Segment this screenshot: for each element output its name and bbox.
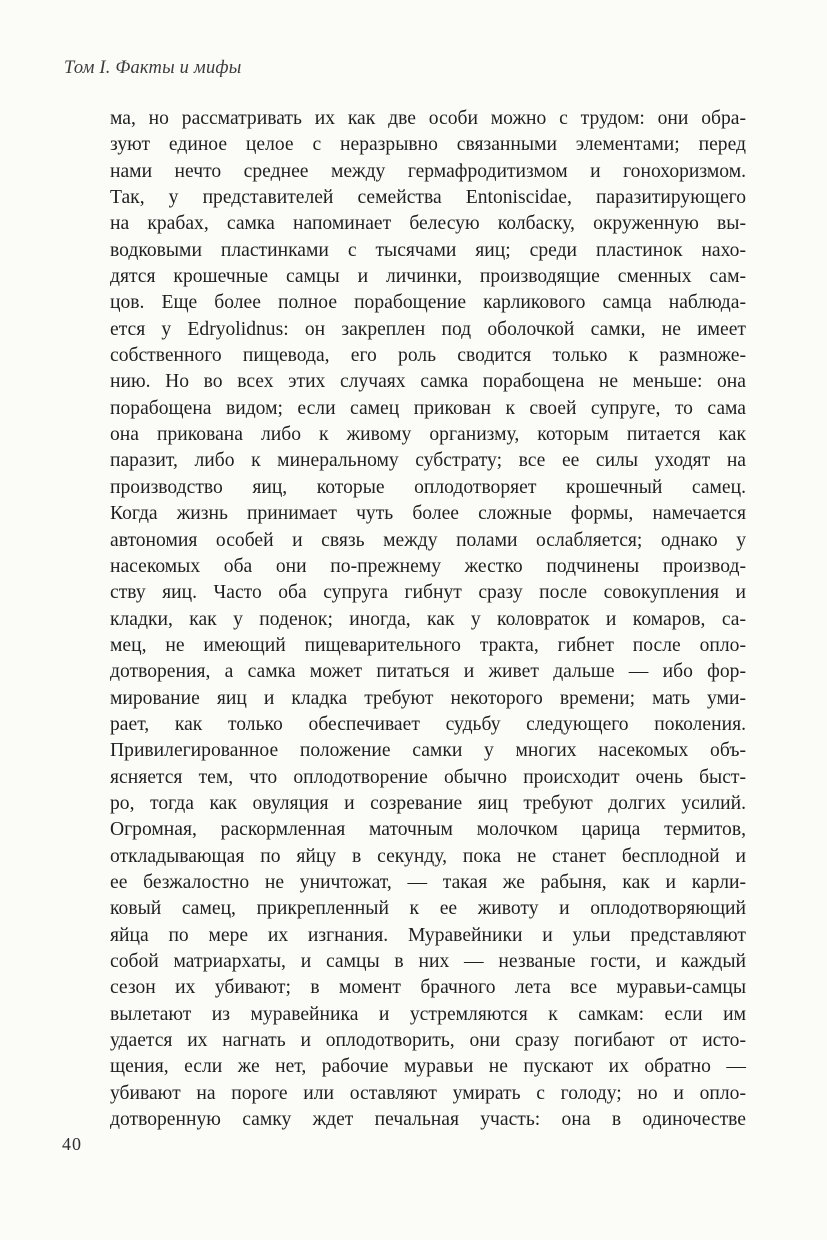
text-line: Огромная, раскормленная маточным молочком царица термитов, bbox=[110, 819, 746, 841]
text-line: щения, если же нет, рабочие муравьи не пускают их обратно — bbox=[110, 1056, 746, 1078]
text-line: на крабах, самка напоминает белесую колбаску, окруженную вы- bbox=[110, 213, 746, 235]
text-line: удается их нагнать и оплодотворить, они сразу погибают от исто- bbox=[110, 1030, 746, 1052]
text-line: автономия особей и связь между полами ослабляется; однако у bbox=[110, 529, 746, 551]
text-line: Когда жизнь принимает чуть более сложные формы, намечается bbox=[110, 503, 746, 525]
text-line: зуют единое целое с неразрывно связанными элементами; перед bbox=[110, 134, 746, 156]
text-line: вылетают из муравейника и устремляются к самкам: если им bbox=[110, 1003, 746, 1025]
text-line: собственного пищевода, его роль сводится только к размноже- bbox=[110, 345, 746, 367]
text-line: рает, как только обеспечивает судьбу следующего поколения. bbox=[110, 713, 746, 735]
text-line: ма, но рассматривать их как две особи можно с трудом: они обра- bbox=[110, 108, 746, 129]
page-number: 40 bbox=[62, 1134, 82, 1154]
text-line: Так, у представителей семейства Entoniscidae, паразитирующего bbox=[110, 187, 746, 209]
text-line: нами нечто среднее между гермафродитизмом и гонохоризмом. bbox=[110, 160, 746, 182]
text-line: цов. Еще более полное порабощение карликового самца наблюда- bbox=[110, 292, 746, 314]
text-line: ется у Edryolidnus: он закреплен под оболочкой самки, не имеет bbox=[110, 318, 746, 340]
text-line: дотворения, а самка может питаться и живет дальше — ибо фор- bbox=[110, 661, 746, 683]
text-line: насекомых оба они по-прежнему жестко подчинены производ- bbox=[110, 555, 746, 577]
text-line: ясняется тем, что оплодотворение обычно происходит очень быст- bbox=[110, 766, 746, 788]
text-line: собой матриархаты, и самцы в них — незваные гости, и каждый bbox=[110, 951, 746, 972]
text-line: мирование яиц и кладка требуют некоторого времени; мать уми- bbox=[110, 687, 746, 709]
text-line: водковыми пластинками с тысячами яиц; среди пластинок нахо- bbox=[110, 239, 746, 261]
text-line: производство яиц, которые оплодотворяет крошечный самец. bbox=[110, 476, 746, 498]
running-header: Том I. Факты и мифы bbox=[64, 58, 242, 78]
text-line: Привилегированное положение самки у многих насекомых объ- bbox=[110, 740, 746, 762]
text-line: убивают на пороге или оставляют умирать с голоду; но и опло- bbox=[110, 1082, 746, 1104]
text-line: нию. Но во всех этих случаях самка порабощена не меньше: она bbox=[110, 371, 746, 393]
text-line: она прикована либо к живому организму, которым питается как bbox=[110, 424, 746, 446]
text-line: ее безжалостно не уничтожат, — такая же рабыня, как и карли- bbox=[110, 871, 746, 893]
text-line: ству яиц. Часто оба супруга гибнут сразу после совокупления и bbox=[110, 582, 746, 604]
text-line: ковый самец, прикрепленный к ее животу и оплодотворяющий bbox=[110, 898, 746, 920]
text-line: дятся крошечные самцы и личинки, производящие сменных сам- bbox=[110, 266, 746, 288]
text-line: порабощена видом; если самец прикован к своей супруге, то сама bbox=[110, 397, 746, 419]
text-line: яйца по мере их изгнания. Муравейники и ульи представляют bbox=[110, 924, 746, 946]
text-line: откладывающая по яйцу в секунду, пока не станет бесплодной и bbox=[110, 845, 746, 867]
text-line: ро, тогда как овуляция и созревание яиц требуют долгих усилий. bbox=[110, 792, 746, 814]
body-text bbox=[110, 106, 746, 1133]
text-line: кладки, как у поденок; иногда, как у коловраток и комаров, са- bbox=[110, 608, 746, 630]
text-line: дотворенную самку ждет печальная участь: она в одиночестве bbox=[110, 1109, 746, 1131]
text-line: мец, не имеющий пищеварительного тракта, гибнет после опло- bbox=[110, 634, 746, 656]
text-line: паразит, либо к минеральному субстрату; все ее силы уходят на bbox=[110, 450, 746, 472]
text-line: сезон их убивают; в момент брачного лета все муравьи-самцы bbox=[110, 977, 746, 999]
